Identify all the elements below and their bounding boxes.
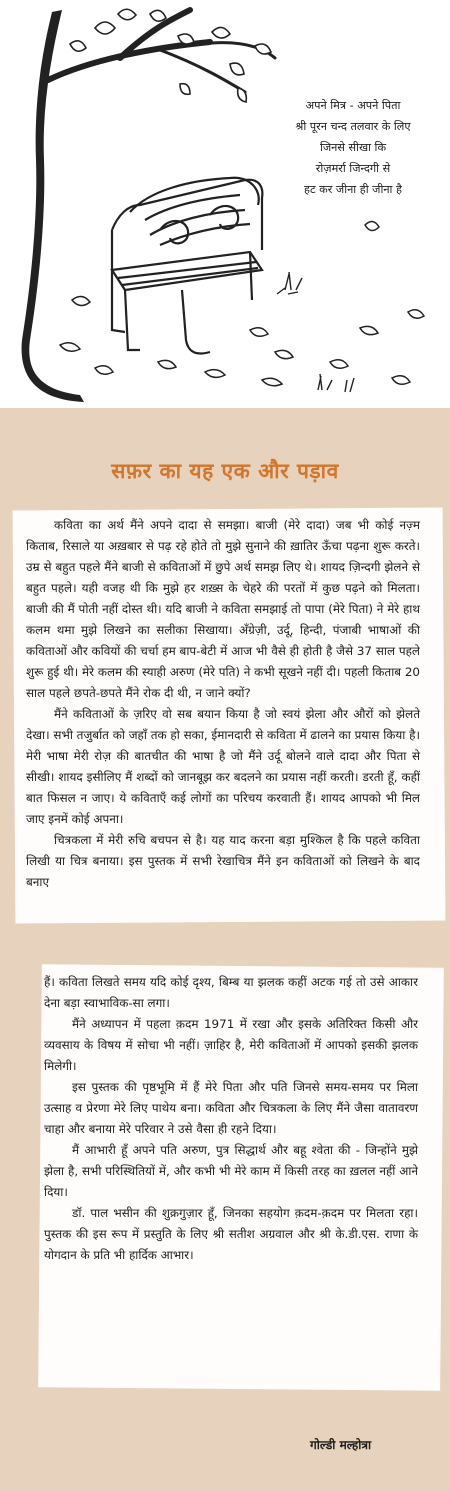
paragraph: मैंने अध्यापन में पहला क़दम 1971 में रखा और इसके अतिरिक्त किसी और व्यवसाय के विषय में सोचा भी नहीं। ज़ाहिर है, मेरी कविताओं में आपको इसकी झलक मिलेगी।	[44, 1017, 418, 1073]
preface-block-bottom	[44, 972, 418, 1266]
dedication-line: अपने मित्र - अपने पिता	[305, 99, 401, 112]
dedication-line: जिनसे सीखा कि	[319, 141, 387, 154]
dedication-panel	[0, 0, 450, 408]
ground-leaves	[60, 221, 424, 385]
paragraph: डॉ. पाल भसीन की शुक्रगुज़ार हूँ, जिनका सहयोग क़दम-क़दम पर मिलता रहा। पुस्तक की इस रूप में प्रस्तुति के लिए श्री सतीश अग्रवाल और श्री के.डी.एस. राणा के योगदान के प्रति भी हार्दिक आभार।	[44, 1206, 418, 1262]
grass-icon	[277, 272, 354, 392]
paragraph: इस पुस्तक की पृष्ठभूमि में हैं मेरे पिता और पति जिनसे समय-समय पर मिला उत्साह व प्रेरणा मेरे लिए पाथेय बना। कविता और चित्रकला के लिए मैंने जैसा वातावरण चाहा और बनाया मेरे परिवार ने उसे वैसा ही रहने दिया।	[44, 1080, 418, 1136]
bench-icon	[112, 178, 262, 354]
paragraph: चित्रकला में मेरी रुचि बचपन से है। यह याद करना बड़ा मुश्किल है कि पहले कविता लिखी या चित्र बनाया। इस पुस्तक में सभी रेखाचित्र मैंने इन कविताओं को लिखने के बाद बनाए	[26, 833, 420, 889]
paragraph: मैं आभारी हूँ अपने पति अरुण, पुत्र सिद्धार्थ और बहू श्वेता की - जिन्होंने मुझे झेला है, सभी परिस्थितियों में, और कभी भी मेरे काम में किसी तरह का ख़लल नहीं आने दिया।	[44, 1143, 418, 1199]
dedication-line: श्री पूरन चन्द तलवार के लिए	[295, 120, 411, 133]
author-signature: गोल्डी मल्होत्रा	[310, 1438, 372, 1452]
preface-title: सफ़र का यह एक और पड़ाव	[111, 458, 339, 483]
dedication-text	[262, 95, 444, 200]
bench-under-tree-illustration	[0, 0, 450, 408]
dedication-line: हट कर जीना ही जीना है	[304, 183, 402, 196]
paragraph: हैं। कविता लिखते समय यदि कोई दृश्य, बिम्ब या झलक कहीं अटक गई तो उसे आकार देना बड़ा स्वाभाविक-सा लगा।	[44, 975, 418, 1010]
paragraph: कविता का अर्थ मैंने अपने दादा से समझा। बाजी (मेरे दादा) जब भी कोई नज़्म किताब, रिसाले या अख़बार से पढ़ रहे होते तो मुझे सुनाने की ख़ातिर ऊँचा पढ़ना शुरू करते। उम्र से बहुत पहले मैंने बाजी से कविताओं में छुपे अर्थ समझ लिए थे। शायद ज़िन्दगी झेलने से बहुत पहले। यही वजह थी कि मुझे हर शख़्स के चेहरे की परतों में कुछ पढ़ने को मिलता। बाजी की मैं पोती नहीं दोस्त थी। यदि बाजी ने कविता समझाई तो पापा (मेरे पिता) ने मेरे हाथ कलम थमा मुझे लिखने का सलीका सिखाया। अँग्रेज़ी, उर्दू, हिन्दी, पंजाबी भाषाओं की कविताओं और कवियों की चर्चा हम बाप-बेटी में आज भी वैसे ही होती है जैसे 37 साल पहले शुरू हुई थी। मेरे कलम की स्याही अरुण (मेरे पति) ने कभी सूखने नहीं दी। पहली किताब 20 साल पहले छपते-छपते मैंने रोक दी थी, न जाने क्यों?	[26, 518, 420, 700]
preface-block-top	[26, 515, 420, 893]
dedication-line: रोज़मर्रा जिन्दगी से	[315, 162, 391, 175]
paragraph: मैंने कविताओं के ज़रिए वो सब बयान किया है जो स्वयं झेला और औरों को झेलते देखा। सभी तजुर्बात को जहाँ तक हो सका, ईमानदारी से कविता में ढालने का प्रयास किया है। मेरी भाषा मेरी रोज़ की बातचीत की भाषा है जो मैंने उर्दू बोलने वाले दादा और पिता से सीखी। शायद इसीलिए मैं शब्दों को जानबूझ कर बदलने का प्रयास नहीं करती। डरती हूँ, कहीं बात फिसल न जाए। ये कविताएँ कई लोगों का परिचय करवाती हैं। शायद आपको भी मिल जाए इनमें कोई अपना।	[26, 707, 420, 826]
